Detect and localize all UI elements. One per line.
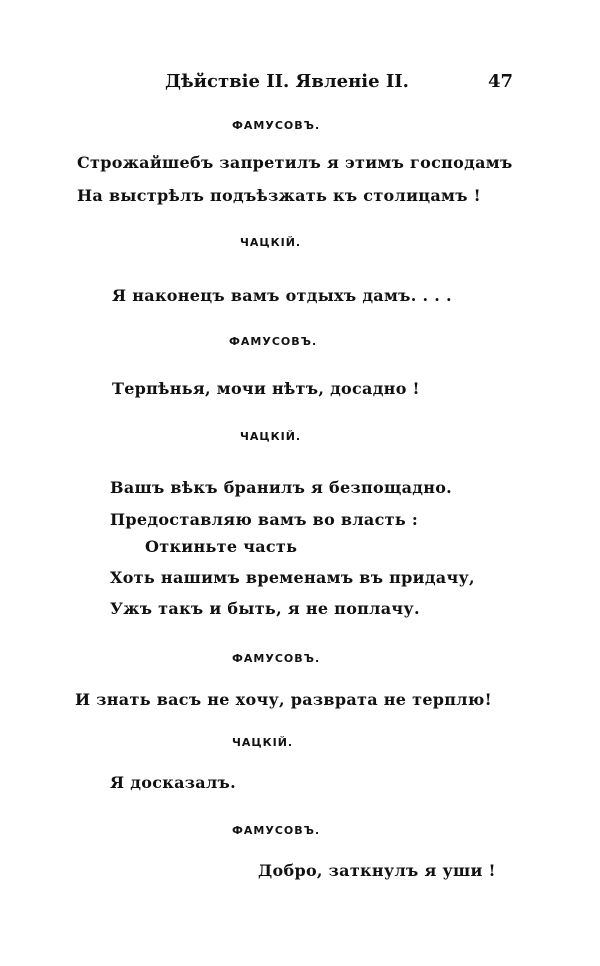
verse-line: На выстрѣлъ подъѣзжать къ столицамъ ! [77,186,482,205]
verse-line: Предоставляю вамъ во власть : [110,510,419,529]
speaker-name: ЧАЦКІЙ. [240,430,302,443]
speaker-name: ФАМУСОВЪ. [232,824,321,837]
verse-line: Вашъ вѣкъ бранилъ я безпощадно. [110,478,453,497]
verse-line: Хоть нашимъ временамъ въ придачу, [110,568,475,587]
verse-line: Я наконецъ вамъ отдыхъ дамъ. . . . [112,286,452,305]
speaker-name: ФАМУСОВЪ. [229,335,318,348]
page-number: 47 [488,71,514,92]
verse-line: Ужъ такъ и быть, я не поплачу. [110,599,420,618]
verse-line: Терпѣнья, мочи нѣтъ, досадно ! [112,379,420,398]
verse-line: Откиньте часть [145,537,298,556]
speaker-name: ЧАЦКІЙ. [240,236,302,249]
speaker-name: ЧАЦКІЙ. [232,736,294,749]
verse-line: Строжайшебъ запретилъ я этимъ господамъ [77,153,513,172]
speaker-name: ФАМУСОВЪ. [232,652,321,665]
verse-line: Добро, заткнулъ я уши ! [258,861,496,880]
speaker-name: ФАМУСОВЪ. [232,119,321,132]
verse-line: И знать васъ не хочу, разврата не терплю! [75,690,492,709]
running-head-title: Дѣйствіе II. Явленіе II. [165,71,409,92]
verse-line: Я досказалъ. [110,773,236,792]
